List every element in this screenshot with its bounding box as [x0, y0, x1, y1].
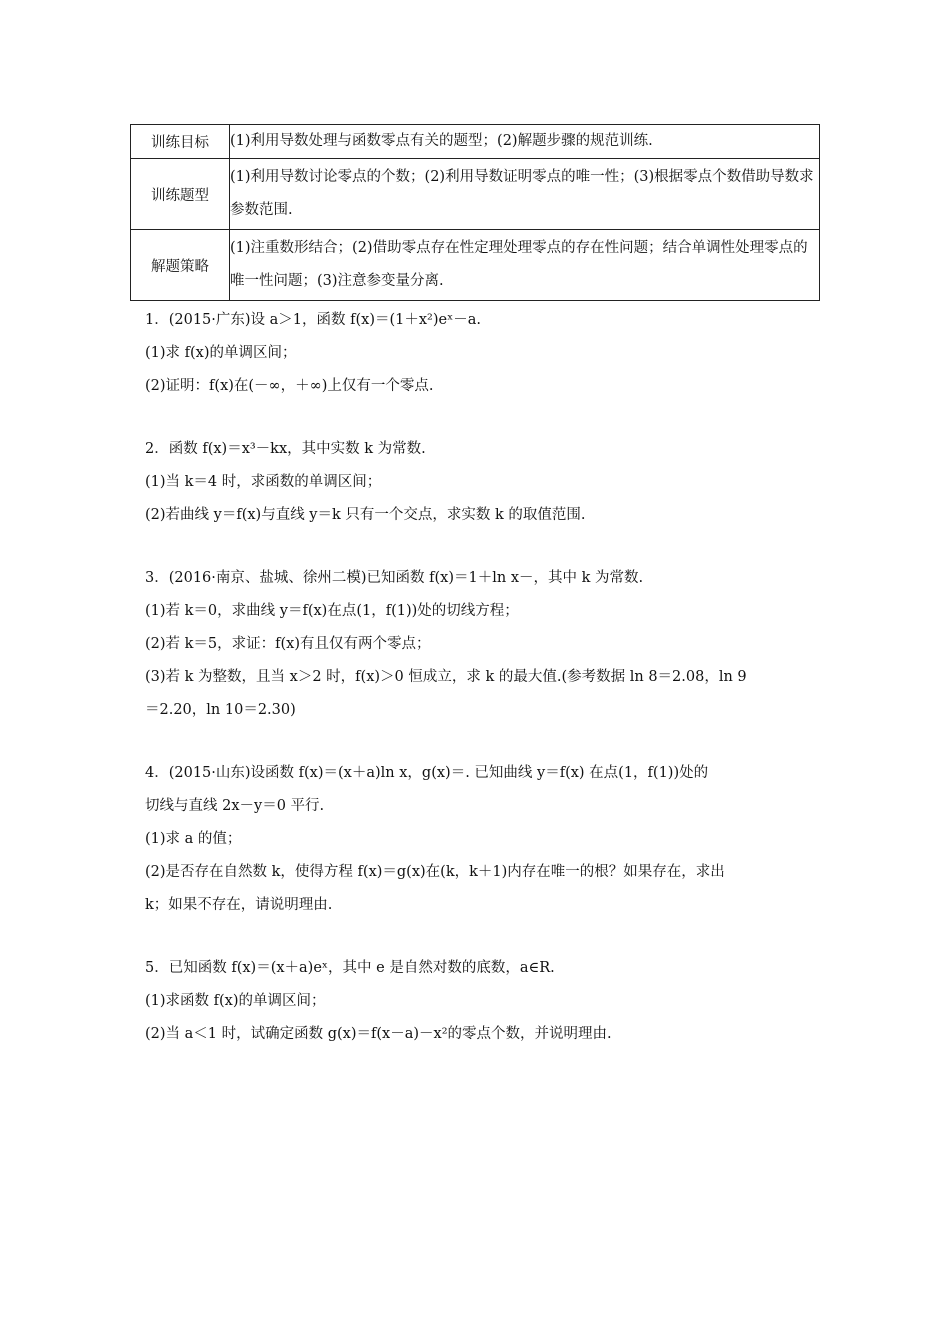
problem-line: 3．(2016·南京、盐城、徐州二模)已知函数 f(x)＝1＋ln x－，其中 k 为常数.: [145, 570, 644, 586]
problem-line: (2)证明：f(x)在(－∞，＋∞)上仅有一个零点.: [145, 378, 434, 394]
problem-line: (3)若 k 为整数，且当 x＞2 时，f(x)＞0 恒成立，求 k 的最大值.(参考数据 ln 8＝2.08，ln 9: [145, 669, 747, 685]
problem-line: k；如果不存在，请说明理由.: [145, 897, 333, 913]
table-row: [131, 159, 820, 230]
table-row: [131, 125, 820, 159]
problem-4: [145, 757, 815, 922]
problem-1: [145, 304, 815, 403]
problem-line: (1)求 a 的值；: [145, 831, 242, 847]
problem-line: (2)当 a＜1 时，试确定函数 g(x)＝f(x－a)－x²的零点个数，并说明理由.: [145, 1026, 612, 1042]
row-content: (1)利用导数处理与函数零点有关的题型；(2)解题步骤的规范训练.: [230, 125, 820, 159]
problem-list: [145, 304, 815, 1051]
problem-line: 1．(2015·广东)设 a＞1，函数 f(x)＝(1＋x²)eˣ－a.: [145, 312, 482, 328]
problem-line: (1)求 f(x)的单调区间；: [145, 345, 297, 361]
row-content: (1)注重数形结合；(2)借助零点存在性定理处理零点的存在性问题；结合单调性处理零点的唯一性问题；(3)注意参变量分离.: [230, 230, 820, 301]
problem-line: 4．(2015·山东)设函数 f(x)＝(x＋a)ln x，g(x)＝. 已知曲线 y＝f(x) 在点(1，f(1))处的: [145, 765, 709, 781]
row-label: 解题策略: [131, 230, 230, 301]
row-label: 训练题型: [131, 159, 230, 230]
problem-line: 5．已知函数 f(x)＝(x＋a)eˣ，其中 e 是自然对数的底数，a∈R.: [145, 960, 555, 976]
problem-line: (2)若 k＝5，求证：f(x)有且仅有两个零点；: [145, 636, 431, 652]
problem-line: (2)是否存在自然数 k，使得方程 f(x)＝g(x)在(k，k＋1)内存在唯一的根？如果存在，求出: [145, 864, 725, 880]
training-info-table: [130, 124, 820, 301]
table-row: [131, 230, 820, 301]
problem-line: (1)当 k＝4 时，求函数的单调区间；: [145, 474, 382, 490]
problem-3: [145, 562, 815, 727]
problem-5: [145, 952, 815, 1051]
problem-2: [145, 433, 815, 532]
problem-line: (2)若曲线 y＝f(x)与直线 y＝k 只有一个交点，求实数 k 的取值范围.: [145, 507, 586, 523]
problem-line: ＝2.20，ln 10＝2.30): [145, 702, 296, 718]
problem-line: 2．函数 f(x)＝x³－kx，其中实数 k 为常数.: [145, 441, 426, 457]
row-content: (1)利用导数讨论零点的个数；(2)利用导数证明零点的唯一性；(3)根据零点个数借助导数求参数范围.: [230, 159, 820, 230]
problem-line: 切线与直线 2x－y＝0 平行.: [145, 798, 325, 814]
problem-line: (1)求函数 f(x)的单调区间；: [145, 993, 326, 1009]
row-label: 训练目标: [131, 125, 230, 159]
problem-line: (1)若 k＝0，求曲线 y＝f(x)在点(1，f(1))处的切线方程；: [145, 603, 519, 619]
